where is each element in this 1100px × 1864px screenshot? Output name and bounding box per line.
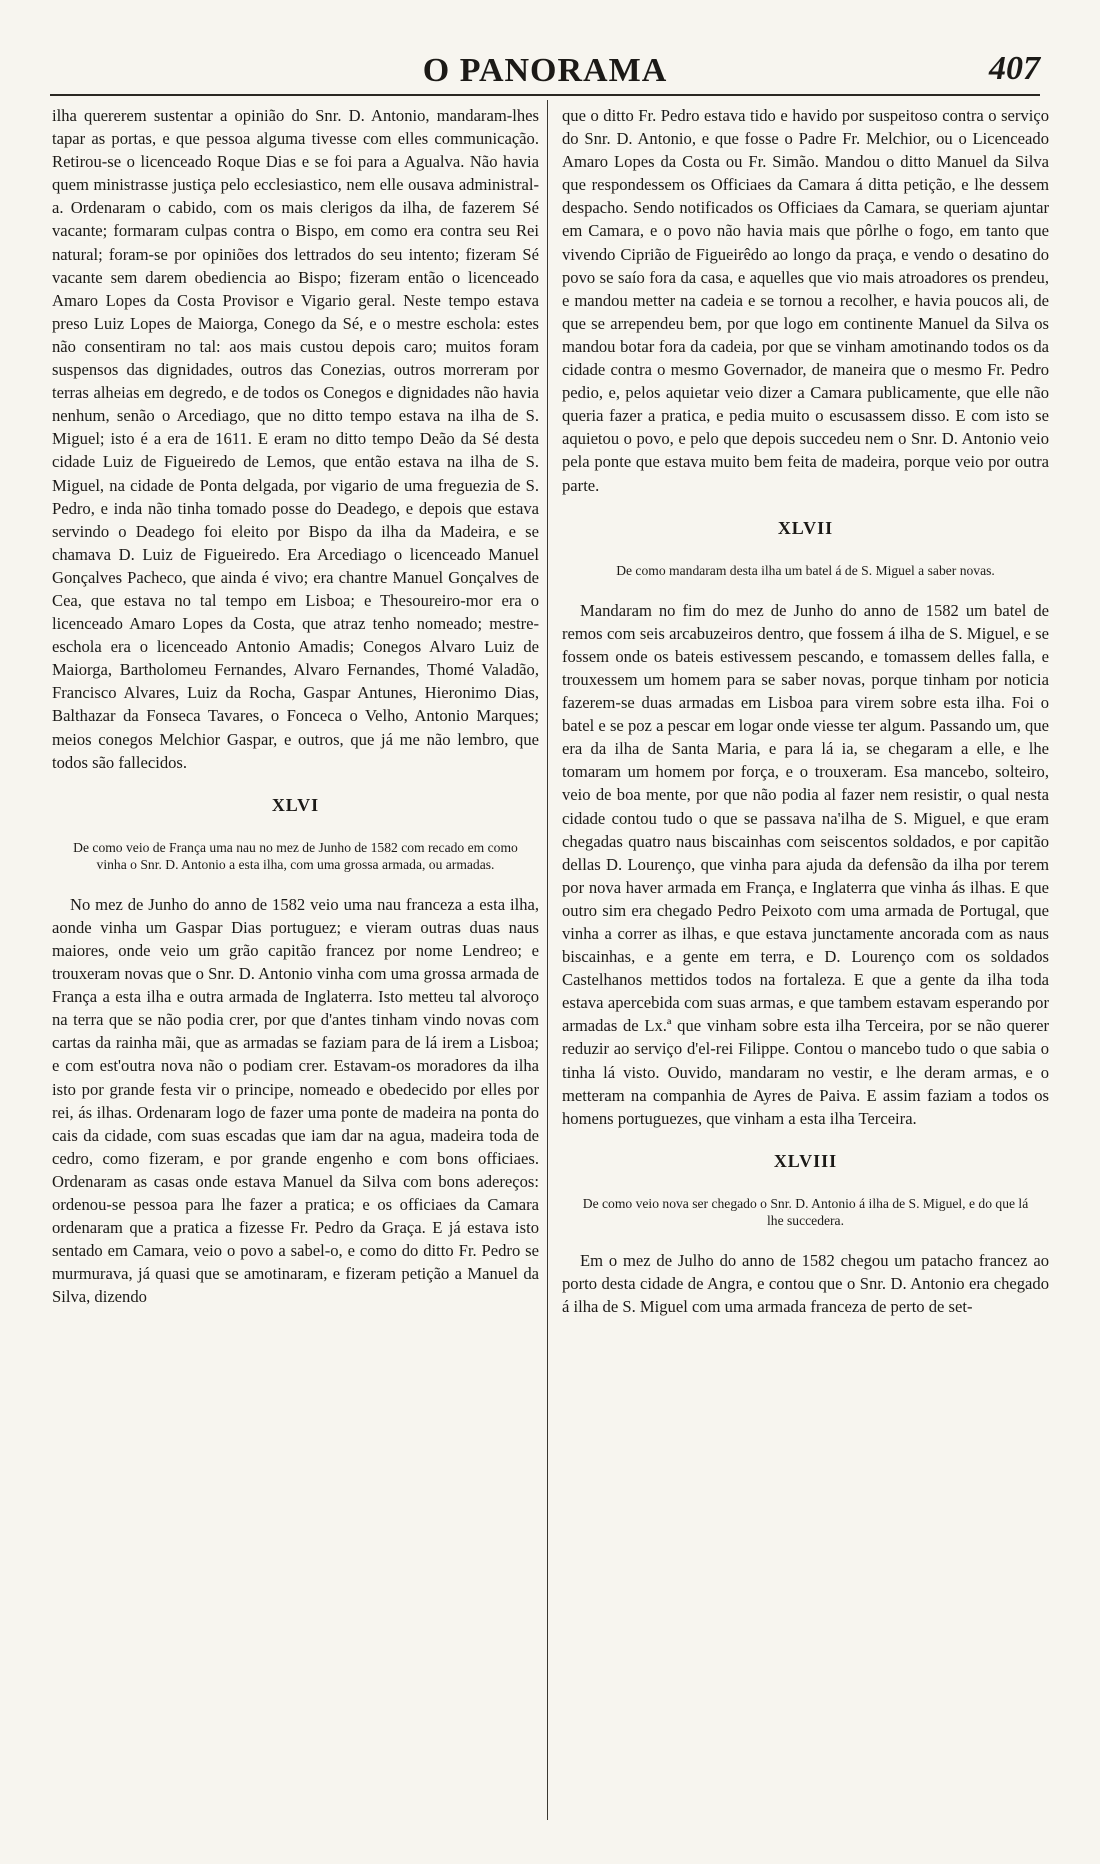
page-header <box>50 48 1040 96</box>
chapter-subtitle: De como mandaram desta ilha um batel á de S. Miguel a saber novas. <box>616 562 995 578</box>
page-number: 407 <box>989 50 1040 87</box>
chapter-subtitle: De como veio nova ser chegado o Snr. D. Antonio á ilha de S. Miguel, e do que lá lhe succedera. <box>582 1195 1029 1228</box>
paragraph: que o ditto Fr. Pedro estava tido e havido por suspeitoso contra o serviço do Snr. D. Antonio, e que fosse o Padre Fr. Melchior, ou o Licenceado Amaro Lopes da Costa ou Fr. Simão. Mandou o ditto Manuel da Silva que respondessem os Officiaes da Camara á ditta petição, e lhe dessem despacho. Sendo notificados os Officiaes da Camara, se queriam ajuntar em Camara, e o povo não havia mais que pôrlhe o fogo, em tanto que vivendo Ciprião de Figueirêdo ao longo da praça, e vendo o desatino do povo se saío fora da casa, e aquelles que vio mais atroadores os prendeu, e mandou metter na cadeia e se tornou a recolher, e havia poucos ali, de que se arrependeu bem, por que logo em continente Manuel da Silva os mandou botar fora da cadeia, por que se vinham amotinando todos os da cidade contra o mesmo Governador, de maneira que o mesmo Fr. Pedro pedio, e, pelos aquietar veio dizer a Camara publicamente, que elle não queria fazer a pratica, e pedia muito o escusassem disso. E com isto se aquietou o povo, e pelo que depois succedeu nem o Snr. D. Antonio veio pela ponte que estava muito bem feita de madeira, porque veio por outra parte. <box>562 106 1049 495</box>
paragraph: ilha quererem sustentar a opinião do Snr. D. Antonio, mandaram-lhes tapar as portas, e que pessoa alguma tivesse com elles communicação. Retirou-se o licenceado Roque Dias e se foi para a Agualva. Não havia quem ministrasse justiça pelo ecclesiastico, nem elle ousava administral-a. Ordenaram o cabido, com os mais clerigos da ilha, de fazerem Sé vacante; formaram culpas contra o Bispo, em como era contra seu Rei natural; foram-se por opiniões dos lettrados do seu intento; fizeram Sé vacante sem darem obediencia ao Bispo; fizeram então o licenceado Amaro Lopes da Costa Provisor e Vigario geral. Neste tempo estava preso Luiz Lopes de Maiorga, Conego da Sé, e o mestre eschola: estes não consentiram no tal: aos mais custou depois caro; muitos foram suspensos das dignidades, outros das Conezias, outros morreram por terras alheias em degredo, e de todos os Conegos e dignidades não havia nenhum, senão o Arcediago, que no ditto tempo estava na ilha de S. Miguel; isto é a era de 1611. E eram no ditto tempo Deão da Sé desta cidade Luiz de Figueiredo de Lemos, que então estava na ilha de S. Miguel, na cidade de Ponta delgada, por vigario de uma freguezia de S. Pedro, e inda não tinha tomado posse do Deadego, e depois que estava servindo o Deadego foi eleito por Bispo da ilha da Madeira, e se chamava D. Luiz de Figueiredo. Era Arcediago o licenceado Manuel Gonçalves Pacheco, que ainda é vivo; era chantre Manuel Gonçalves de Cea, que estava no tal tempo em Lisboa; e Thesoureiro-mor era o licenceado Amaro Lopes da Costa, que atraz tenho nomeado; mestre-eschola era o licenceado Antonio Amadis; Conegos Alvaro Luiz de Maiorga, Bartholomeu Fernandes, Alvaro Fernandes, Thomé Valadão, Francisco Alvares, Luiz da Rocha, Gaspar Antunes, Hieronimo Dias, Balthazar da Fonseca Tavares, o Fonceca o Velho, Antonio Marques; meios conegos Melchior Gaspar, e outros, que já me não lembro, que todos são fallecidos. <box>52 106 539 772</box>
masthead: O PANORAMA <box>422 52 668 89</box>
column-divider <box>547 100 548 1820</box>
left-column <box>52 104 539 1309</box>
paragraph: No mez de Junho do anno de 1582 veio uma nau franceza a esta ilha, aonde vinha um Gaspar Dias portuguez; e vieram outras duas naus maiores, onde veio um grão capitão francez por nome Lendreo; e trouxeram novas que o Snr. D. Antonio vinha com uma grossa armada de França a esta ilha e outra armada de Inglaterra. Isto metteu tal alvoroço na terra que se não podia crer, por que d'antes tinham vindo novas com cartas da rainha mãi, que as armadas se faziam para de lá irem a Lisboa; e com est'outra nova não o podiam crer. Estavam-os moradores da ilha isto por grande festa vir o principe, nomeado e obedecido por elles por rei, ás ilhas. Ordenaram logo de fazer uma ponte de madeira na ponta do cais da cidade, com suas escadas que iam dar na agua, madeira toda de cedro, como fizeram, e por grande engenho e com bons officiaes. Ordenaram as casas onde estava Manuel da Silva com bons adereços: ordenou-se pessoa para lhe fazer a pratica; e os officiaes da Camara ordenaram que a pratica a fizesse Fr. Pedro da Graça. E já estava isto sentado em Camara, veio o povo a sabel-o, e como do ditto Fr. Pedro se murmurava, já quasi que se amotinaram, e fizeram petição a Manuel da Silva, dizendo <box>52 894 539 1307</box>
right-column <box>562 104 1049 1318</box>
paragraph: Em o mez de Julho do anno de 1582 chegou um patacho francez ao porto desta cidade de Angra, e contou que o Snr. D. Antonio era chegado á ilha de S. Miguel com uma armada franceza de perto de set- <box>562 1250 1049 1317</box>
paragraph: Mandaram no fim do mez de Junho do anno de 1582 um batel de remos com seis arcabuzeiros dentro, que fossem á ilha de S. Miguel, e se fossem onde os bateis estivessem pescando, e tomassem delles falla, e trouxessem um homem para se saber novas, porque tinham por noticia fazerem-se duas armadas em Lisboa para virem sobre esta ilha. Foi o batel e se poz a pescar em logar onde viesse ter algum. Passando um, que era da ilha de Santa Maria, e para lá ia, se chegaram a elle, e lhe tomaram um homem por força, e o trouxeram. Esa mancebo, solteiro, veio de boa mente, por que não podia al fazer nem resistir, o qual nesta cidade contou tudo o que se passava na'ilha de S. Miguel, e que eram chegadas quatro naus biscainhas com seiscentos soldados, e por capitão dellas D. Lourenço, que vinha para ajuda da defensão da ilha por terem por nova haver armada em França, e Inglaterra que vinha ás ilhas. E que outro sim era chegado Pedro Peixoto com uma armada de Portugal, que vinha a correr as ilhas, e que estava junctamente ancorada com as naus biscainhas, e a gente em terra, e D. Lourenço com os soldados Castelhanos mettidos todos na fortaleza. E que a gente da ilha toda estava apercebida com suas armas, e que tambem estavam esperando por armadas de Lx.ª que vinham sobre esta ilha Terceira, por se não querer reduzir ao serviço d'el-rei Filippe. Contou o mancebo tudo o que sabia o tinha lá visto. Ouvido, mandaram no vestir, e lhe deram armas, e o metteram na companhia de Ayres de Paiva. E assim faziam a todos os homens portuguezes, que vinham a esta ilha Terceira. <box>562 600 1049 1128</box>
chapter-heading: XLVII <box>777 517 834 538</box>
chapter-subtitle: De como veio de França uma nau no mez de Junho de 1582 com recado em como vinha o Snr. D. Antonio a esta ilha, com uma grossa armada, ou armadas. <box>73 839 518 872</box>
chapter-heading: XLVIII <box>773 1150 838 1171</box>
chapter-heading: XLVI <box>271 794 320 815</box>
